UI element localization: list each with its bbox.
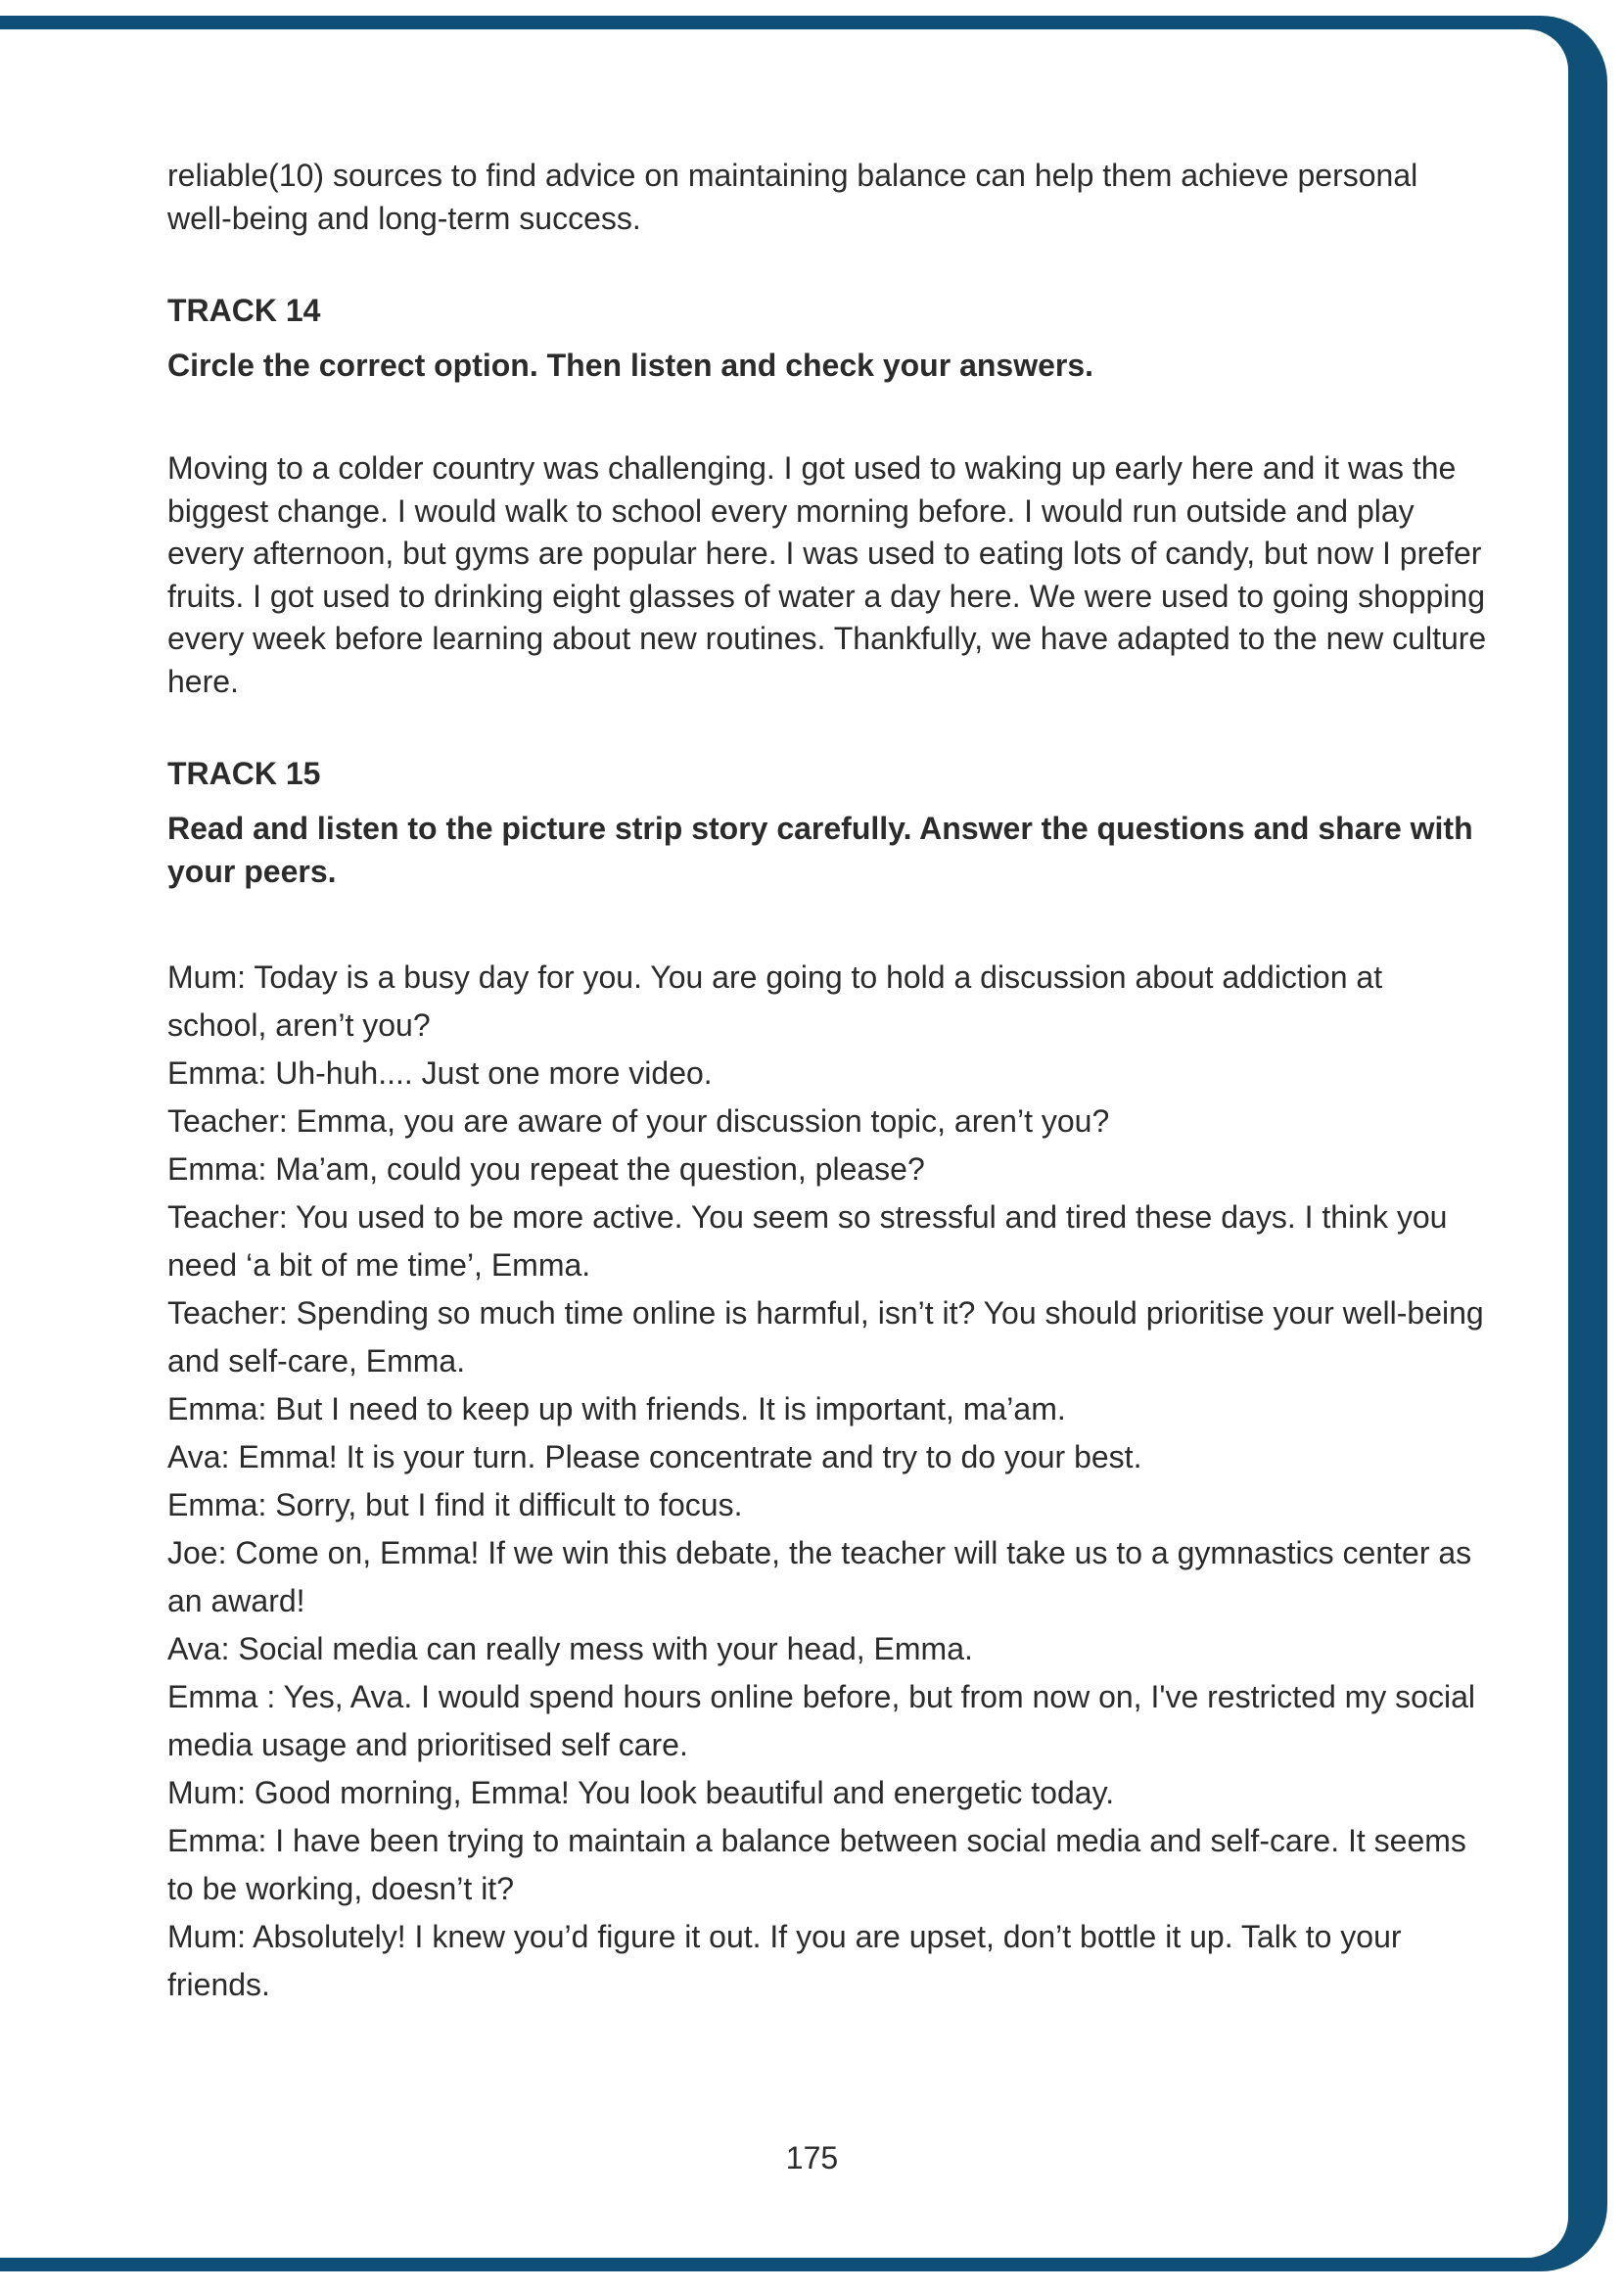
track-15-title: TRACK 15 [167, 756, 321, 791]
page-frame-top [0, 16, 1537, 29]
track-15-section [167, 754, 1489, 2009]
page-frame-bottom [0, 2258, 1537, 2271]
dialogue-line: Mum: Good morning, Emma! You look beautiful and energetic today. [167, 1775, 1115, 1810]
page-content [167, 155, 1489, 2009]
page-number: 175 [785, 2140, 839, 2175]
dialogue-line: Emma: Uh-huh.... Just one more video. [167, 1055, 713, 1091]
track-14-instruction: Circle the correct option. Then listen and check your answers. [167, 348, 1094, 383]
dialogue-line: Teacher: Spending so much time online is harmful, isn’t it? You should prioritise your well-being and self-care, Emma. [167, 1295, 1484, 1379]
dialogue-line: Mum: Today is a busy day for you. You are going to hold a discussion about addiction at school, aren’t you? [167, 959, 1383, 1043]
dialogue-line: Emma : Yes, Ava. I would spend hours online before, but from now on, I've restricted my social media usage and prioritised self care. [167, 1679, 1475, 1762]
track-15-instruction: Read and listen to the picture strip story carefully. Answer the questions and share with your peers. [167, 811, 1473, 889]
track-14-section [167, 291, 1489, 703]
dialogue-line: Emma: But I need to keep up with friends. It is important, ma’am. [167, 1391, 1066, 1426]
dialogue-line: Joe: Come on, Emma! If we win this debate, the teacher will take us to a gymnastics center as an award! [167, 1535, 1472, 1618]
track-14-title: TRACK 14 [167, 293, 321, 328]
dialogue-line: Teacher: You used to be more active. You seem so stressful and tired these days. I think you need ‘a bit of me time’, Emma. [167, 1199, 1448, 1283]
page-frame-right [1527, 16, 1607, 2271]
dialogue [167, 954, 1489, 2009]
track-14-passage: Moving to a colder country was challenging. I got used to waking up early here and it was the biggest change. I would walk to school every morning before. I would run outside and play every afternoon, but gyms are popular here. I was used to eating lots of candy, but now I prefer fruits. I got used to drinking eight glasses of water a day here. We were used to going shopping every week before learning about new routines. Thankfully, we have adapted to the new culture here. [167, 450, 1487, 699]
dialogue-line: Emma: Sorry, but I find it difficult to focus. [167, 1487, 743, 1522]
intro-paragraph: reliable(10) sources to find advice on maintaining balance can help them achieve personal well-being and long-term success. [167, 158, 1418, 236]
dialogue-line: Ava: Emma! It is your turn. Please concentrate and try to do your best. [167, 1439, 1142, 1474]
dialogue-line: Emma: I have been trying to maintain a balance between social media and self-care. It seems to be working, doesn’t it? [167, 1823, 1466, 1906]
dialogue-line: Ava: Social media can really mess with your head, Emma. [167, 1631, 973, 1666]
dialogue-line: Teacher: Emma, you are aware of your discussion topic, aren’t you? [167, 1103, 1110, 1139]
dialogue-line: Mum: Absolutely! I knew you’d figure it out. If you are upset, don’t bottle it up. Talk to your friends. [167, 1919, 1402, 2002]
dialogue-line: Emma: Ma’am, could you repeat the question, please? [167, 1151, 925, 1187]
